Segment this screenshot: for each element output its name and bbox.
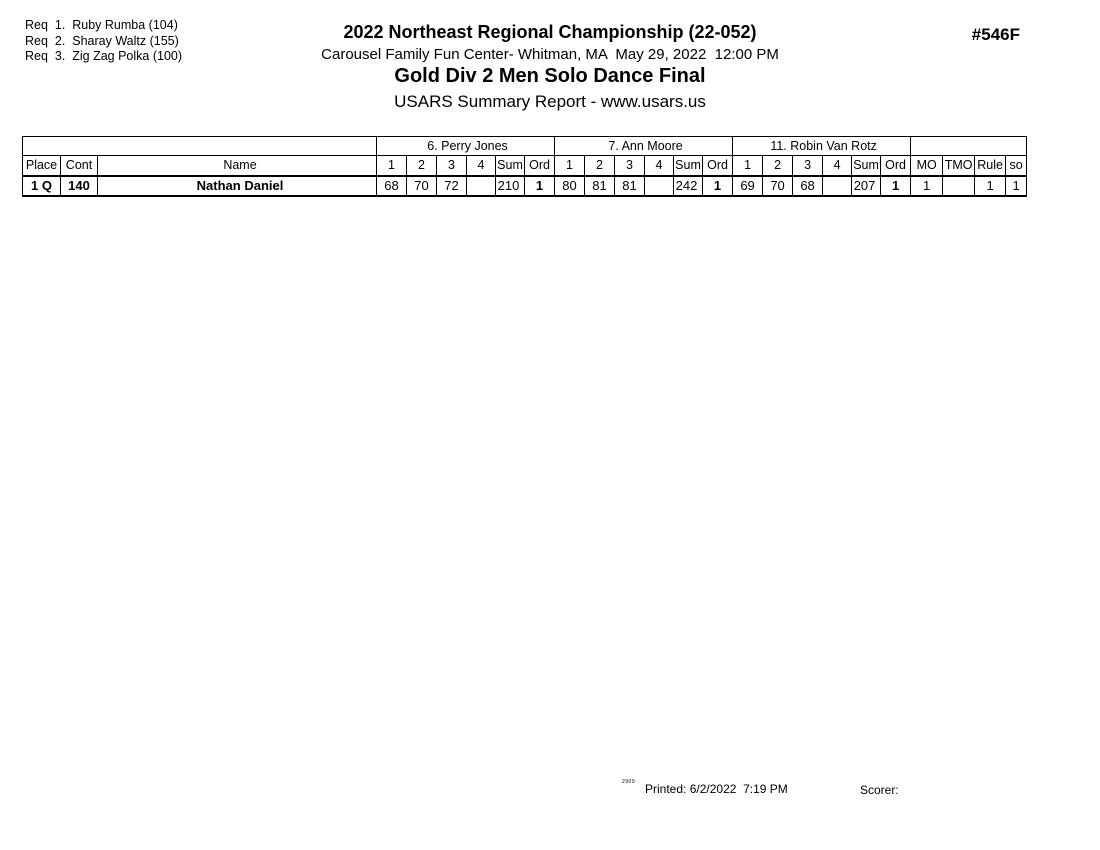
col-header-sum: Sum: [852, 156, 881, 176]
col-header-sum: Sum: [674, 156, 703, 176]
column-header-row: [23, 156, 1027, 176]
ord-cell: 1: [881, 176, 911, 196]
printed-value: 6/2/2022 7:19 PM: [689, 782, 788, 796]
col-header-name: Name: [98, 156, 377, 176]
sum-cell: 242: [674, 176, 703, 196]
report-version-code: 2909: [622, 779, 636, 785]
required-dance-item: Req 2. Sharay Waltz (155): [25, 33, 179, 48]
mo-cell: 1: [911, 176, 943, 196]
col-header-score3: 3: [437, 156, 467, 176]
place-cell: 1 Q: [23, 176, 61, 196]
col-header-score1: 1: [733, 156, 763, 176]
required-dance-item: Req 1. Ruby Rumba (104): [25, 18, 178, 32]
col-header-score3: 3: [615, 156, 645, 176]
sum-cell: 210: [496, 176, 525, 196]
score-cell: 80: [555, 176, 585, 196]
col-header-place: Place: [23, 156, 61, 176]
score-cell: [467, 176, 496, 196]
col-header-ord: Ord: [525, 156, 555, 176]
judge-name-header: 6. Perry Jones: [377, 137, 555, 156]
judge-header-row: [23, 137, 1027, 156]
judge-header-spacer: [911, 137, 1027, 156]
scorer-label: Scorer:: [860, 783, 899, 797]
col-header-score2: 2: [407, 156, 437, 176]
score-cell: 68: [377, 176, 407, 196]
col-header-score4: 4: [467, 156, 496, 176]
col-header-sum: Sum: [496, 156, 525, 176]
col-header-score2: 2: [763, 156, 793, 176]
col-header-score1: 1: [555, 156, 585, 176]
col-header-score2: 2: [585, 156, 615, 176]
col-header-score4: 4: [823, 156, 852, 176]
required-dance-item: Req 3. Zig Zag Polka (100): [25, 49, 183, 63]
col-header-ord: Ord: [881, 156, 911, 176]
score-cell: 70: [407, 176, 437, 196]
ord-cell: 1: [703, 176, 733, 196]
venue-date-line: Carousel Family Fun Center- Whitman, MA May 29, 2022 12:00 PM: [321, 46, 779, 63]
so-cell: 1: [1006, 176, 1027, 196]
report-type-line: USARS Summary Report - www.usars.us: [394, 92, 706, 111]
col-header-cont: Cont: [61, 156, 98, 176]
col-header-tmo: TMO: [943, 156, 975, 176]
contestant-number-cell: 140: [61, 176, 98, 196]
col-header-score4: 4: [645, 156, 674, 176]
printed-line: [645, 782, 788, 796]
score-cell: 70: [763, 176, 793, 196]
judge-name-header: 7. Ann Moore: [555, 137, 733, 156]
division-title: Gold Div 2 Men Solo Dance Final: [394, 65, 706, 87]
col-header-score3: 3: [793, 156, 823, 176]
printed-label: Printed:: [645, 782, 687, 796]
score-cell: 81: [615, 176, 645, 196]
col-header-score1: 1: [377, 156, 407, 176]
judge-name-header: 11. Robin Van Rotz: [733, 137, 911, 156]
results-table: [22, 136, 1027, 197]
sum-cell: 207: [852, 176, 881, 196]
col-header-ord: Ord: [703, 156, 733, 176]
score-cell: [645, 176, 674, 196]
tmo-cell: [943, 176, 975, 196]
doc-number: #546F: [971, 25, 1020, 44]
col-header-mo: MO: [911, 156, 943, 176]
score-cell: 68: [793, 176, 823, 196]
score-cell: 81: [585, 176, 615, 196]
rule-cell: 1: [975, 176, 1006, 196]
col-header-rule: Rule: [975, 156, 1006, 176]
score-cell: 69: [733, 176, 763, 196]
title-block: [0, 22, 1100, 112]
score-cell: 72: [437, 176, 467, 196]
col-header-so: so: [1006, 156, 1027, 176]
judge-header-spacer: [23, 137, 377, 156]
ord-cell: 1: [525, 176, 555, 196]
result-row: [23, 176, 1027, 196]
event-title: 2022 Northeast Regional Championship (22-052): [343, 22, 757, 42]
skater-name-cell: Nathan Daniel: [98, 176, 377, 196]
score-cell: [823, 176, 852, 196]
